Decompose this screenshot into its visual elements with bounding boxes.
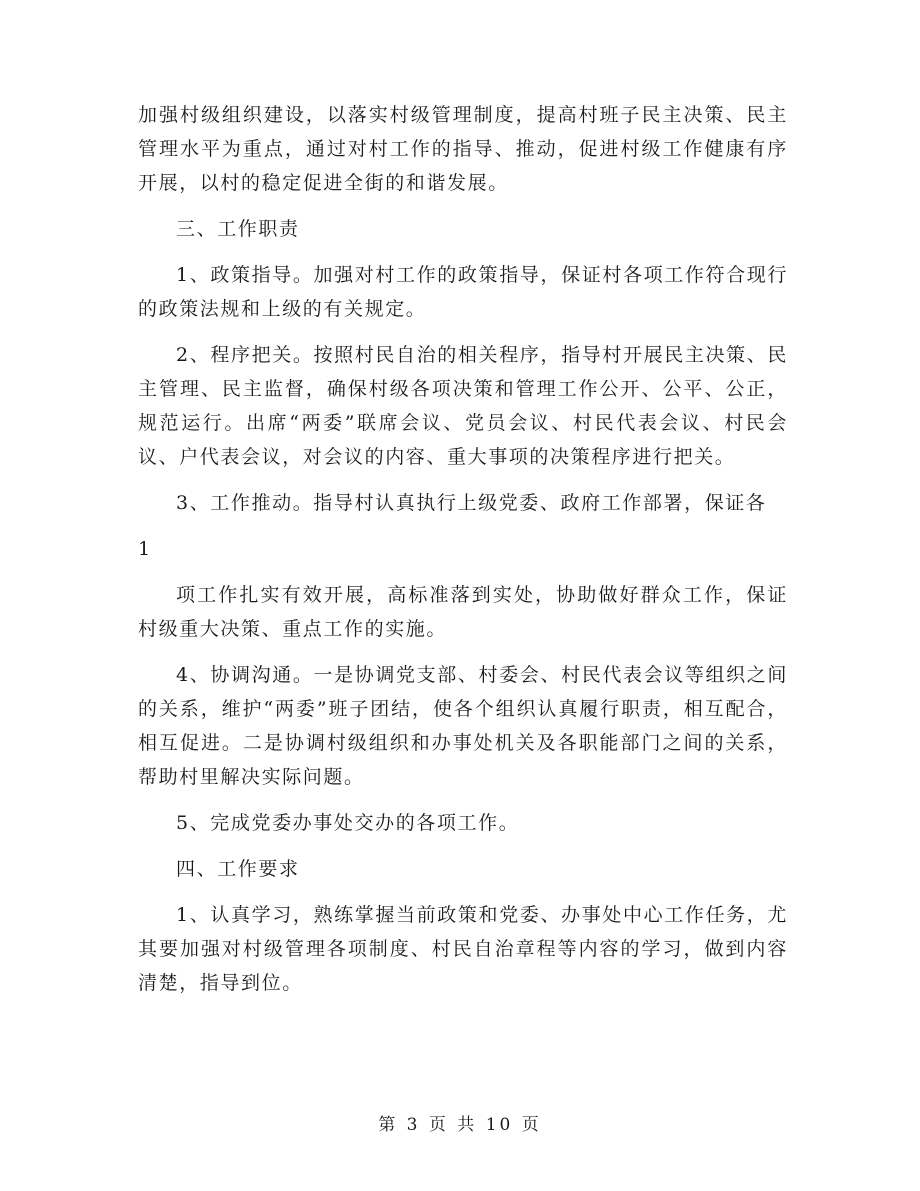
paragraph: 2、程序把关。按照村民自治的相关程序，指导村开展民主决策、民主管理、民主监督，确保村级各项决策和管理工作公开、公平、公正，规范运行。出席“两委”联席会议、党员会议、村民代表会议、村民会议、户代表会议，对会议的内容、重大事项的决策程序进行把关。 — [138, 344, 788, 468]
document-body — [138, 98, 788, 1012]
paragraph: 4、协调沟通。一是协调党支部、村委会、村民代表会议等组织之间的关系，维护“两委”班子团结，使各个组织认真履行职责，相互配合，相互促进。二是协调村级组织和办事处机关及各职能部门之间的关系，帮助村里解决实际问题。 — [138, 664, 788, 788]
section-heading-requirements: 四、工作要求 — [176, 858, 300, 880]
paragraph: 3、工作推动。指导村认真执行上级党委、政府工作部署，保证各 — [176, 492, 767, 514]
page-footer: 第 3 页 共 10 页 — [378, 1115, 542, 1135]
paragraph: 5、完成党委办事处交办的各项工作。 — [176, 812, 520, 834]
paragraph: 加强村级组织建设，以落实村级管理制度，提高村班子民主决策、民主管理水平为重点，通过对村工作的指导、推动，促进村级工作健康有序开展，以村的稳定促进全街的和谐发展。 — [138, 104, 788, 194]
inline-page-number: 1 — [138, 538, 151, 560]
paragraph: 1、政策指导。加强对村工作的政策指导，保证村各项工作符合现行的政策法规和上级的有关规定。 — [138, 264, 788, 320]
paragraph: 1、认真学习，熟练掌握当前政策和党委、办事处中心工作任务，尤其要加强对村级管理各项制度、村民自治章程等内容的学习，做到内容清楚，指导到位。 — [138, 904, 788, 994]
section-heading-duties: 三、工作职责 — [176, 218, 300, 240]
paragraph: 项工作扎实有效开展，高标准落到实处，协助做好群众工作，保证村级重大决策、重点工作的实施。 — [138, 584, 788, 640]
